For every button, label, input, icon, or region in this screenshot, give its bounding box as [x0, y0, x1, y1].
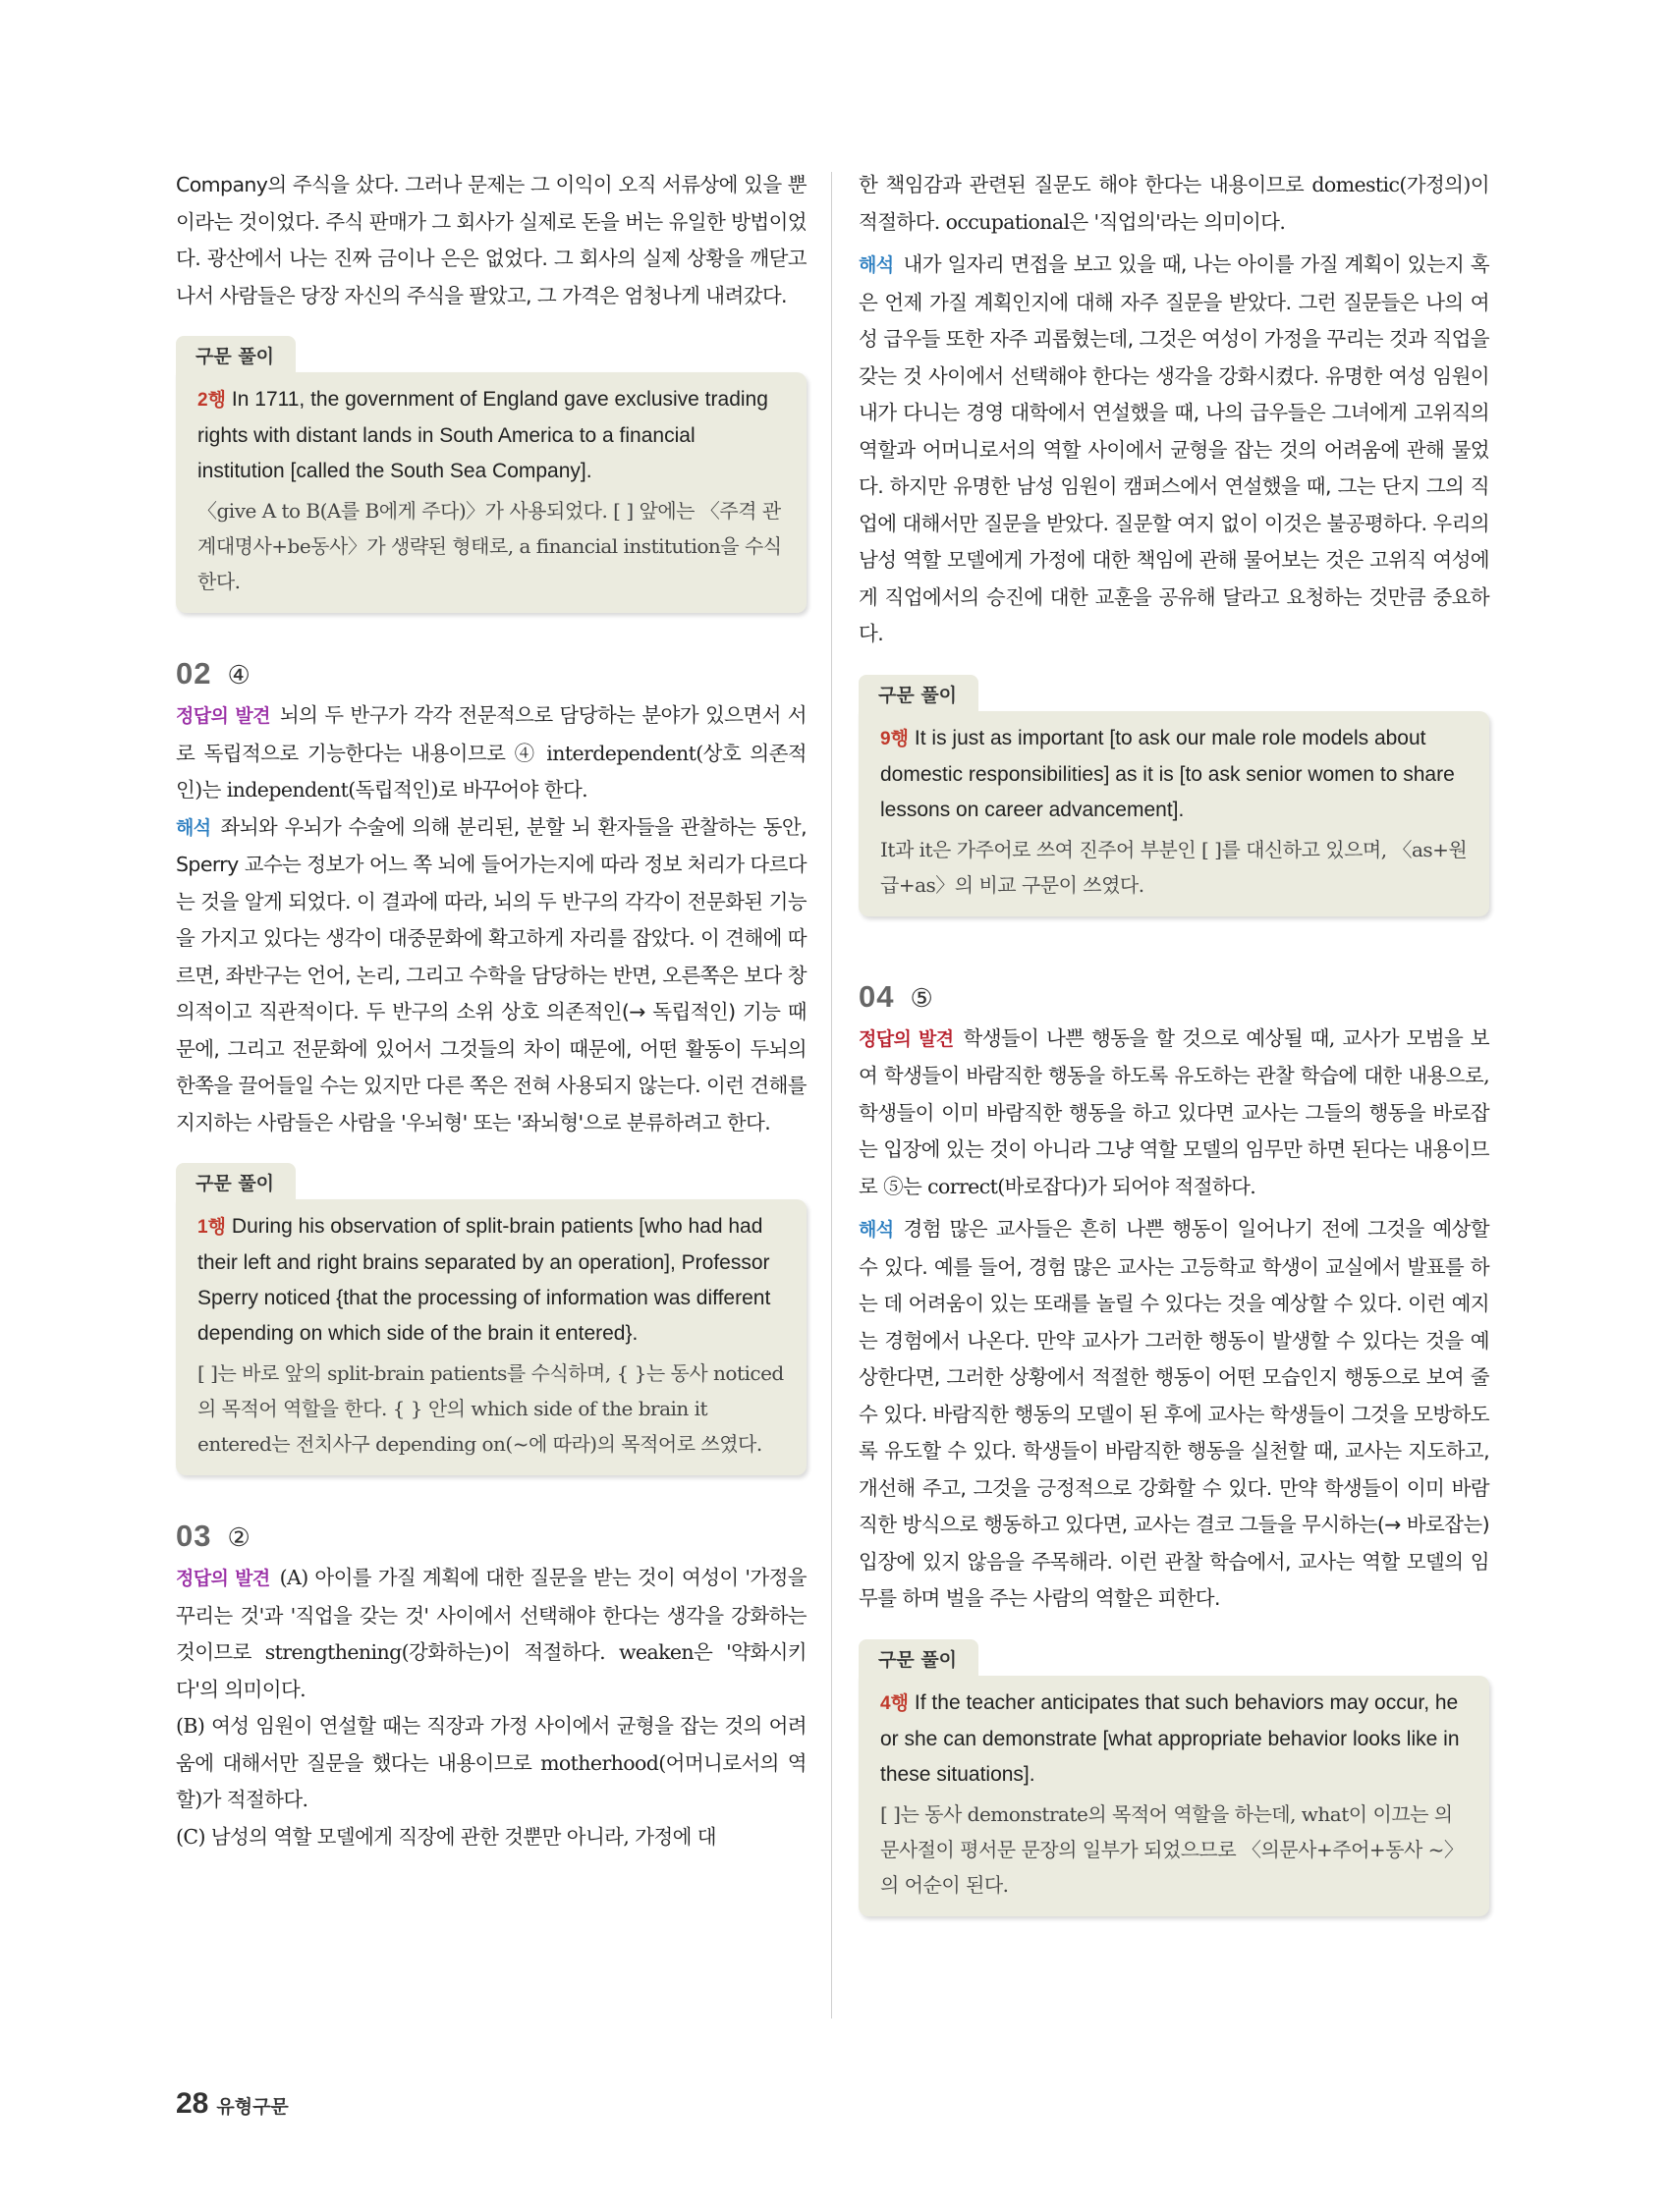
answer-explanation-b: (B) 여성 임원이 연설할 때는 직장과 가정 사이에서 균형을 잡는 것의 어려움에 대해서만 질문을 했다는 내용이므로 motherhood(어머니로서의 역할)가 적절하다.	[176, 1714, 807, 1811]
line-ref: 4행	[880, 1692, 909, 1714]
page-footer	[176, 2087, 289, 2121]
question-header-03	[176, 1519, 807, 1554]
grammar-box-body	[859, 1676, 1489, 1916]
translation-text: 내가 일자리 면접을 보고 있을 때, 나는 아이를 가질 계획이 있는지 혹은 언제 가질 계획인지에 대해 자주 질문을 받았다. 그런 질문들은 나의 여성 급우들 또한 자주 괴롭혔는데, 그것은 여성이 가정을 꾸리는 것과 직업을 갖는 것 사이에서 선택해야 한다는 생각을 강화시켰다. 유명한 여성 임원이 내가 다니는 경영 대학에서 연설했을 때, 나의 급우들은 그녀에게 고위직의 역할과 어머니로서의 역할 사이에서 균형을 잡는 것의 어려움에 관해 물었다. 하지만 유명한 남성 임원이 캠퍼스에서 연설했을 때, 그는 단지 그의 직업에 대해서만 질문을 받았다. 질문할 여지 없이 이것은 불공평하다. 우리의 남성 역할 모델에게 가정에 대한 책임에 관해 물어보는 것은 고위직 여성에게 직업에서의 승진에 대한 교훈을 공유해 달라고 요청하는 것만큼 중요하다.	[859, 252, 1489, 645]
translation	[176, 809, 807, 1142]
grammar-box-tab: 구문 풀이	[859, 1639, 978, 1676]
question-header-04	[859, 979, 1489, 1015]
answer-mark: ④	[227, 660, 251, 690]
translation-label: 해석	[176, 816, 211, 839]
answer-mark: ⑤	[910, 982, 934, 1013]
question-header-02	[176, 656, 807, 691]
grammar-sentence	[880, 1686, 1468, 1793]
grammar-box-3	[859, 675, 1489, 916]
line-ref: 2행	[197, 390, 226, 411]
answer-explanation	[176, 697, 807, 809]
line-ref: 9행	[880, 728, 909, 749]
grammar-box-tab: 구문 풀이	[859, 675, 978, 711]
grammar-sentence-text: It is just as important [to ask our male role models about domestic responsibilities] as it is [to ask senior women to share lessons on career advancement].	[880, 726, 1455, 821]
column-divider	[831, 172, 832, 2018]
grammar-sentence-text: In 1711, the government of England gave exclusive trading rights with distant lands in South America to a financial institution [called the South Sea Company].	[197, 388, 768, 482]
grammar-sentence	[197, 382, 785, 489]
answer-label: 정답의 발견	[176, 705, 270, 727]
grammar-box-4	[859, 1639, 1489, 1916]
grammar-box-tab: 구문 풀이	[176, 1163, 296, 1199]
grammar-box-2	[176, 1163, 807, 1475]
page-title: 유형구문	[216, 2097, 289, 2118]
translation	[859, 247, 1489, 653]
question-number: 04	[859, 978, 895, 1014]
translation-label: 해석	[859, 254, 894, 276]
grammar-explanation: [ ]는 동사 demonstrate의 목적어 역할을 하는데, what이 이끄는 의문사절이 평서문 문장의 일부가 되었으므로 〈의문사+주어+동사 ~〉의 어순이 된다.	[880, 1801, 1464, 1897]
grammar-sentence-text: During his observation of split-brain patients [who had had their left and right brains separated by an operation], Professor Sperry noticed {that the processing of information was different depending on which side of the brain it entered}.	[197, 1215, 771, 1345]
answer-label: 정답의 발견	[859, 1027, 954, 1050]
right-column	[859, 167, 1489, 1916]
line-ref: 1행	[197, 1217, 226, 1238]
page-number: 28	[176, 2087, 209, 2120]
grammar-box-body	[859, 711, 1489, 916]
answer-explanation-c: (C) 남성의 역할 모델에게 직장에 관한 것뿐만 아니라, 가정에 대	[176, 1824, 716, 1849]
grammar-sentence-text: If the teacher anticipates that such behaviors may occur, he or she can demonstrate [what appropriate behavior looks like in these situations].	[880, 1690, 1460, 1786]
grammar-box-1	[176, 336, 807, 613]
answer-text: 뇌의 두 반구가 각각 전문적으로 담당하는 분야가 있으면서 서로 독립적으로 기능한다는 내용이므로 ④ interdependent(상호 의존적인)는 independent(독립적인)로 바꾸어야 한다.	[176, 703, 807, 802]
answer-explanation-a	[176, 1560, 807, 1708]
answer-mark: ②	[227, 1522, 251, 1552]
grammar-explanation: 〈give A to B(A를 B에게 주다)〉가 사용되었다. [ ] 앞에는 〈주격 관계대명사+be동사〉가 생략된 형태로, a financial institution을 수식한다.	[197, 499, 782, 593]
grammar-explanation: It과 it은 가주어로 쓰여 진주어 부분인 [ ]를 대신하고 있으며, 〈as+원급+as〉의 비교 구문이 쓰였다.	[880, 837, 1468, 897]
grammar-box-body	[176, 1199, 807, 1475]
translation-continued: Company의 주식을 샀다. 그러나 문제는 그 이익이 오직 서류상에 있을 뿐이라는 것이었다. 주식 판매가 그 회사가 실제로 돈을 버는 유일한 방법이었다. 광산에서 나는 진짜 금이나 은은 없었다. 그 회사의 실제 상황을 깨닫고 나서 사람들은 당장 자신의 주식을 팔았고, 그 가격은 엄청나게 내려갔다.	[176, 173, 807, 307]
grammar-explanation: [ ]는 바로 앞의 split-brain patients를 수식하며, { }는 동사 noticed의 목적어 역할을 한다. { } 안의 which side of the brain it entered는 전치사구 depending on(~에 따라)의 목적어로 쓰였다.	[197, 1361, 784, 1456]
grammar-box-tab: 구문 풀이	[176, 336, 296, 372]
answer-text: (A) 아이를 가질 계획에 대한 질문을 받는 것이 여성이 '가정을 꾸리는 것'과 '직업을 갖는 것' 사이에서 선택해야 한다는 생각을 강화하는 것이므로 strengthening(강화하는)이 적절하다. weaken은 '약화시키다'의 의미이다.	[176, 1566, 808, 1701]
answer-label: 정답의 발견	[176, 1568, 270, 1589]
answer-explanation	[859, 1021, 1489, 1206]
translation-text: 좌뇌와 우뇌가 수술에 의해 분리된, 분할 뇌 환자들을 관찰하는 동안, Sperry 교수는 정보가 어느 쪽 뇌에 들어가는지에 따라 정보 처리가 다르다는 것을 알게 되었다. 이 결과에 따라, 뇌의 두 반구의 각각이 전문화된 기능을 가지고 있다는 생각이 대중문화에 확고하게 자리를 잡았다. 이 견해에 따르면, 좌반구는 언어, 논리, 그리고 수학을 담당하는 반면, 오른쪽은 보다 창의적이고 직관적이다. 두 반구의 소위 상호 의존적인(→ 독립적인) 기능 때문에, 그리고 전문화에 있어서 그것들의 차이 때문에, 어떤 활동이 두뇌의 한쪽을 끌어들일 수는 있지만 다른 쪽은 전혀 사용되지 않는다. 이런 견해를 지지하는 사람들은 사람을 '우뇌형' 또는 '좌뇌형'으로 분류하려고 한다.	[176, 814, 807, 1134]
grammar-sentence	[880, 721, 1468, 828]
answer-explanation-continued: 한 책임감과 관련된 질문도 해야 한다는 내용이므로 domestic(가정의)이 적절하다. occupational은 '직업의'라는 의미이다.	[859, 173, 1489, 234]
question-number: 02	[176, 656, 212, 691]
question-number: 03	[176, 1519, 212, 1553]
grammar-box-body	[176, 372, 807, 613]
grammar-sentence	[197, 1209, 785, 1352]
left-column	[176, 167, 807, 1855]
translation-text: 경험 많은 교사들은 흔히 나쁜 행동이 일어나기 전에 그것을 예상할 수 있다. 예를 들어, 경험 많은 교사는 고등학교 학생이 교실에서 발표를 하는 데 어려움이 있는 또래를 놀릴 수 있다는 것을 예상할 수 있다. 이런 예지는 경험에서 나온다. 만약 교사가 그러한 행동이 발생할 수 있다는 것을 예상한다면, 그러한 상황에서 적절한 행동이 어떤 모습인지 행동으로 보여 줄 수 있다. 바람직한 행동의 모델이 된 후에 교사는 학생들이 그것을 모방하도록 유도할 수 있다. 학생들이 바람직한 행동을 실천할 때, 교사는 지도하고, 개선해 주고, 그것을 긍정적으로 강화할 수 있다. 만약 학생들이 이미 바람직한 방식으로 행동하고 있다면, 교사는 결코 그들을 무시하는(→ 바로잡는) 입장에 있지 않음을 주목해라. 이런 관찰 학습에서, 교사는 역할 모델의 임무를 하며 벌을 주는 사람의 역할은 피한다.	[859, 1217, 1489, 1610]
answer-text: 학생들이 나쁜 행동을 할 것으로 예상될 때, 교사가 모범을 보여 학생들이 바람직한 행동을 하도록 유도하는 관찰 학습에 대한 내용으로, 학생들이 이미 바람직한 행동을 하고 있다면 교사는 그들의 행동을 바로잡는 입장에 있는 것이 아니라 그냥 역할 모델의 임무만 하면 된다는 내용이므로 ⑤는 correct(바로잡다)가 되어야 적절하다.	[859, 1025, 1489, 1198]
translation-label: 해석	[859, 1219, 894, 1241]
translation	[859, 1211, 1489, 1618]
